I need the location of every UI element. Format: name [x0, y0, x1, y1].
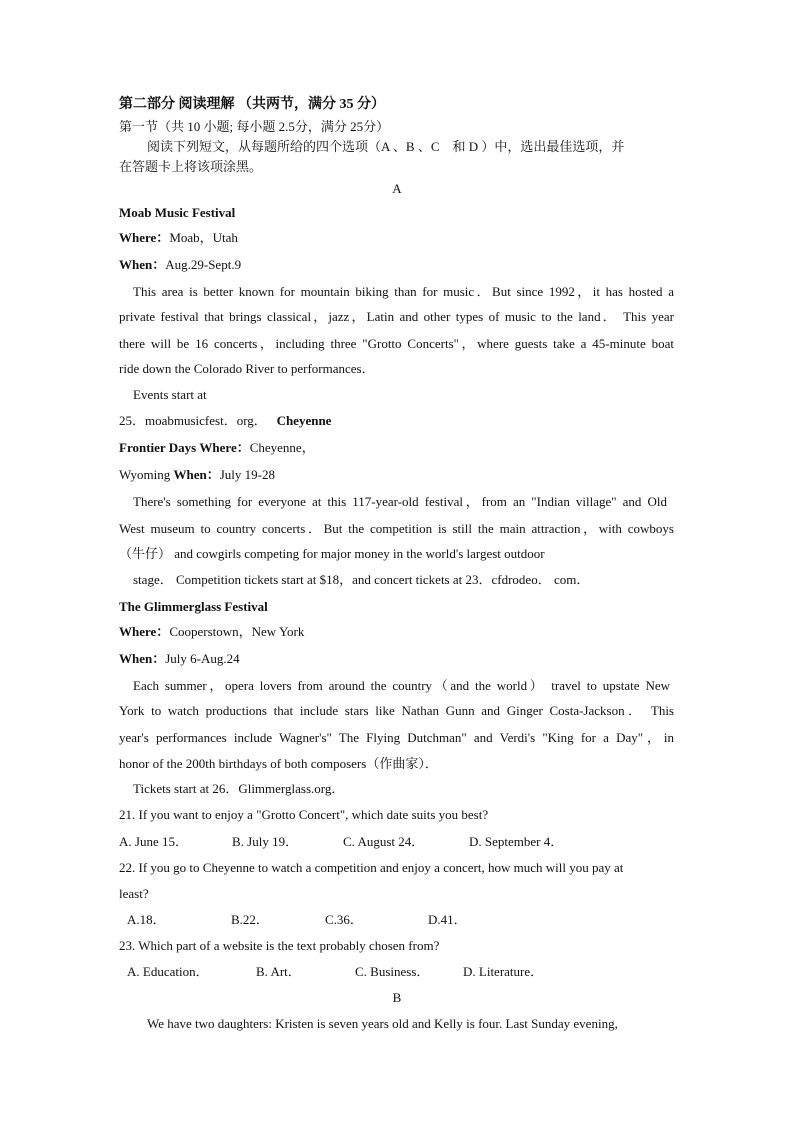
part-title: 第二部分 阅读理解 （共两节，满分 35 分）	[119, 97, 385, 112]
moab-body-line-1: This area is better known for mountain biking than for music．But since 1992，it has hosted a	[133, 284, 674, 299]
cheyenne-body-line-3: （牛仔） and cowgirls competing for major money in the world's largest outdoor	[119, 546, 545, 561]
when-value: July 19-28	[219, 467, 275, 482]
where-value: Moab，Utah	[169, 230, 238, 245]
glimmerglass-tickets: Tickets start at 26．Glimmerglass.org．	[133, 781, 345, 796]
instruction-line-1: 阅读下列短文，从每题所给的四个选项（A 、B 、C 和 D ）中，选出最佳选项，并	[147, 139, 625, 154]
question-22-option-c: C.36．	[325, 912, 363, 927]
glimmerglass-body-line-3: year's performances include Wagner's" The Flying Dutchman" and Verdi's "King for a Day"，in	[119, 730, 674, 745]
question-23-option-d: D. Literature．	[463, 964, 544, 979]
where-value-2: Wyoming	[119, 467, 171, 482]
cheyenne-when	[119, 467, 275, 483]
where-value: Cooperstown，New York	[169, 624, 305, 639]
question-21-option-d: D. September 4．	[469, 834, 564, 849]
glimmerglass-body-line-2: York to watch productions that include stars like Nathan Gunn and Ginger Costa-Jackson． This	[119, 703, 674, 718]
when-label: When：	[119, 257, 166, 272]
glimmerglass-when	[119, 651, 240, 667]
question-22-stem-line-2: least?	[119, 886, 149, 901]
cheyenne-body-line-2: West museum to country concerts．But the competition is still the main attraction，with cowboys	[119, 521, 674, 536]
moab-ticket-line: 25．moabmusicfest．org．	[119, 413, 267, 428]
glimmerglass-body-line-1: Each summer，opera lovers from around the country（and the world） travel to upstate New	[133, 678, 670, 693]
moab-when	[119, 257, 241, 273]
cheyenne-body-line-4: stage． Competition tickets start at $18，and concert tickets at 23．cfdrodeo． com．	[133, 572, 590, 587]
where-label: Where：	[119, 230, 170, 245]
when-value: July 6-Aug.24	[165, 651, 240, 666]
question-22-option-a: A.18．	[127, 912, 166, 927]
question-21-stem: 21. If you want to enjoy a "Grotto Concert", which date suits you best?	[119, 807, 489, 822]
cheyenne-title-where	[119, 440, 315, 456]
question-21-option-c: C. August 24．	[343, 834, 425, 849]
instruction-line-2: 在答题卡上将该项涂黑。	[119, 159, 263, 174]
passage-b-first-line: We have two daughters: Kristen is seven years old and Kelly is four. Last Sunday evening,	[147, 1016, 618, 1031]
question-21-option-b: B. July 19．	[232, 834, 299, 849]
where-value: Cheyenne，	[249, 440, 315, 455]
question-22-stem-line-1: 22. If you go to Cheyenne to watch a competition and enjoy a concert, how much will you pay at	[119, 860, 624, 875]
passage-a-label: A	[392, 181, 402, 196]
glimmerglass-body-line-4: honor of the 200th birthdays of both composers（作曲家）．	[119, 756, 438, 771]
moab-body-line-2: private festival that brings classical，jazz，Latin and other types of music to the land． This year	[119, 309, 674, 324]
passage-b-label: B	[392, 990, 402, 1005]
question-23-option-b: B. Art．	[256, 964, 301, 979]
moab-ticket-and-cheyenne-title	[119, 413, 331, 429]
question-21-option-a: A. June 15．	[119, 834, 188, 849]
when-label: When：	[173, 467, 220, 482]
moab-where	[119, 230, 238, 246]
section-title: 第一节（共 10 小题; 每小题 2.5分，满分 25分）	[119, 119, 390, 134]
question-22-option-d: D.41．	[428, 912, 467, 927]
question-23-stem: 23. Which part of a website is the text probably chosen from?	[119, 938, 440, 953]
when-value: Aug.29-Sept.9	[165, 257, 242, 272]
cheyenne-title-part2: Frontier Days	[119, 440, 197, 455]
cheyenne-body-line-1: There's something for everyone at this 117-year-old festival，from an "Indian village" and Old	[133, 494, 667, 509]
question-22-option-b: B.22．	[231, 912, 269, 927]
question-23-option-c: C. Business．	[355, 964, 430, 979]
glimmerglass-title: The Glimmerglass Festival	[119, 599, 268, 614]
moab-body-line-4: ride down the Colorado River to performances．	[119, 361, 375, 376]
when-label: When：	[119, 651, 166, 666]
moab-events: Events start at	[133, 387, 207, 402]
cheyenne-title-part1: Cheyenne	[276, 413, 332, 428]
moab-body-line-3: there will be 16 concerts，including three "Grotto Concerts"，where guests take a 45-minute boat	[119, 336, 674, 351]
glimmerglass-where	[119, 624, 304, 640]
where-label: Where：	[119, 624, 170, 639]
moab-title: Moab Music Festival	[119, 205, 236, 220]
question-23-option-a: A. Education．	[127, 964, 209, 979]
where-label: Where：	[199, 440, 250, 455]
